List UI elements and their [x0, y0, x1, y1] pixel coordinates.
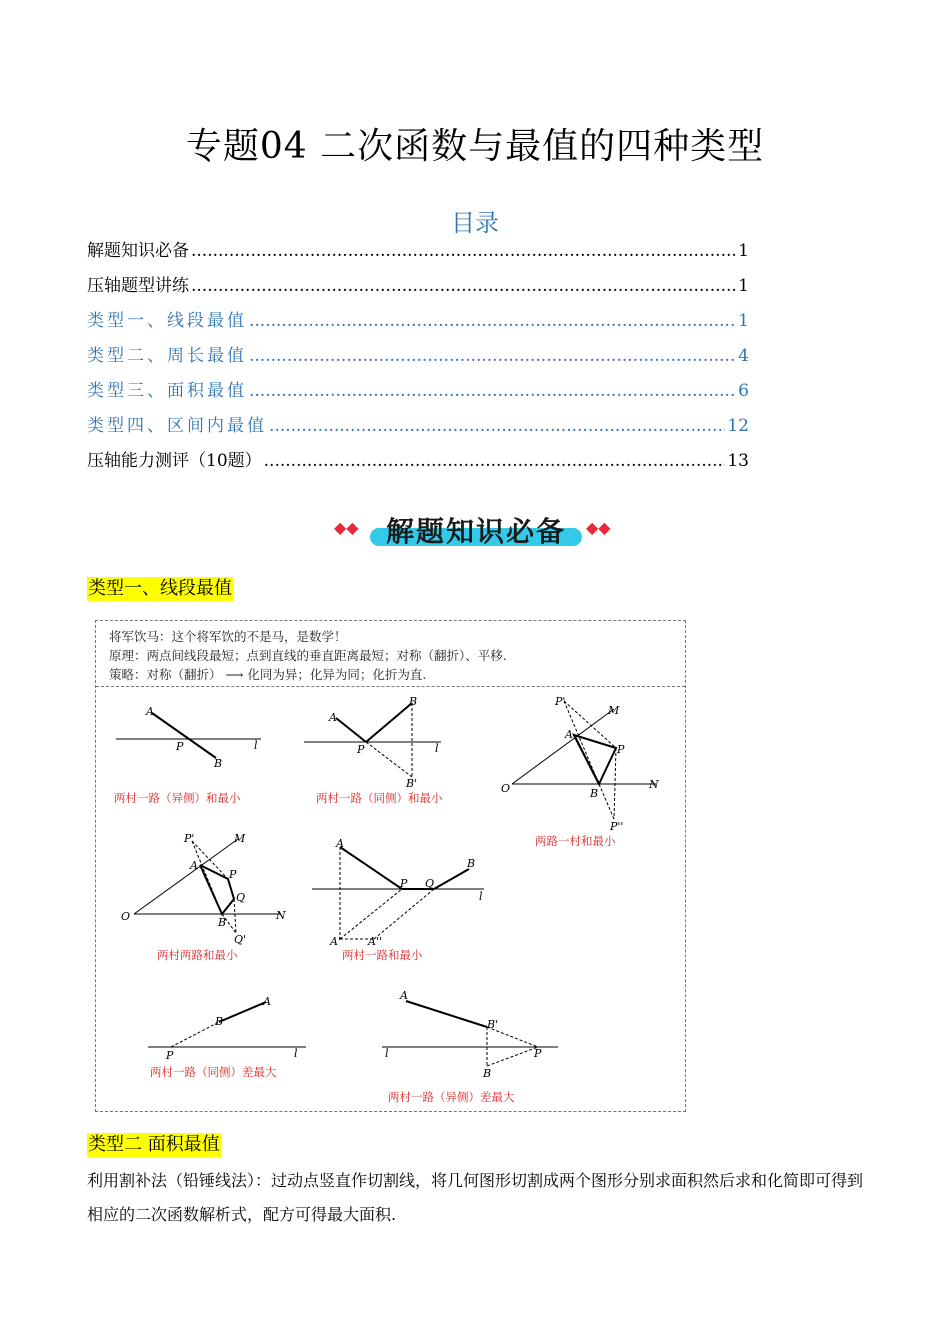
toc-item-page: 12 — [727, 416, 749, 436]
label-b: B — [590, 787, 599, 800]
label-o: O — [121, 910, 131, 923]
toc-item-label: 压轴题型讲练 — [87, 276, 189, 296]
intro-line: 原理：两点间线段最短；点到直线的垂直距离最短；对称（翻折）、平移. — [109, 648, 507, 663]
geometry-diagrams — [96, 621, 685, 1111]
label-a: A — [146, 705, 154, 718]
label-l: l — [385, 1047, 389, 1060]
label-p-double-prime: P'' — [610, 820, 624, 833]
general-knowledge-figure — [95, 620, 686, 1112]
section-heading-1: 类型一、线段最值 — [88, 578, 232, 599]
figure-caption: 两村一路（异侧）差最大 — [388, 1090, 515, 1104]
label-l: l — [435, 742, 439, 755]
label-a: A — [263, 995, 271, 1008]
label-b-prime: B' — [487, 1018, 499, 1031]
label-a: A — [336, 837, 344, 850]
label-m: M — [234, 832, 246, 845]
label-p: P — [357, 743, 365, 756]
toc-item[interactable] — [87, 236, 749, 271]
label-b: B — [409, 695, 418, 708]
label-l: l — [294, 1047, 298, 1060]
label-a: A — [565, 728, 573, 741]
figure-caption: 两村一路（异侧）和最小 — [114, 791, 241, 805]
label-p: P — [617, 743, 625, 756]
label-p: P — [176, 740, 184, 753]
label-b: B — [218, 916, 227, 929]
toc-item-label: 类型三、面积最值 — [87, 381, 247, 401]
toc-item[interactable] — [87, 446, 749, 481]
toc-item-label: 类型四、区间内最值 — [87, 416, 267, 436]
label-a: A — [329, 711, 337, 724]
toc-item-label: 类型一、线段最值 — [87, 311, 247, 331]
label-q: Q — [236, 891, 246, 904]
label-n: N — [649, 778, 659, 791]
toc-item[interactable] — [87, 411, 749, 446]
label-q: Q — [425, 877, 435, 890]
toc-item-page: 4 — [738, 346, 749, 366]
toc-item-label: 类型二、周长最值 — [87, 346, 247, 366]
label-q-prime: Q' — [234, 933, 247, 946]
label-b: B — [467, 857, 476, 870]
label-o: O — [501, 782, 511, 795]
label-p: P — [229, 868, 237, 881]
toc-item-page: 1 — [738, 241, 749, 261]
label-p: P — [534, 1047, 542, 1060]
toc-item-label: 压轴能力测评（10题） — [87, 451, 262, 471]
intro-line: 策略：对称（翻折） ⟶ 化同为异；化异为同；化折为直. — [109, 667, 427, 682]
page-title: 专题04 二次函数与最值的四种类型 — [185, 126, 765, 167]
label-l: l — [479, 890, 483, 903]
section-banner — [0, 506, 950, 552]
label-a-prime: A' — [330, 935, 341, 948]
label-p: P — [166, 1049, 174, 1062]
toc-heading: 目录 — [451, 209, 499, 237]
label-p-prime: P' — [555, 695, 566, 708]
figure-caption: 两村两路和最小 — [157, 948, 238, 962]
label-a: A — [400, 989, 408, 1002]
table-of-contents — [87, 236, 749, 481]
banner-title: 解题知识必备 — [385, 515, 566, 548]
figure-caption: 两村一路和最小 — [342, 948, 423, 962]
label-l: l — [254, 739, 258, 752]
toc-item-label: 解题知识必备 — [87, 241, 189, 261]
label-b: B — [214, 757, 223, 770]
intro-line: 将军饮马：这个将军饮的不是马，是数学！ — [109, 629, 347, 644]
figure-caption: 两村一路（同侧）差最大 — [150, 1065, 277, 1079]
diamond-icon: ◆◆ — [586, 518, 611, 537]
toc-item-page: 1 — [738, 276, 749, 296]
toc-item-page: 1 — [738, 311, 749, 331]
figure-caption: 两路一村和最小 — [535, 834, 616, 848]
toc-item[interactable] — [87, 341, 749, 376]
label-b: B — [483, 1067, 492, 1080]
toc-item[interactable] — [87, 271, 749, 306]
label-a-double-prime: A'' — [368, 935, 382, 948]
toc-item[interactable] — [87, 306, 749, 341]
section2-paragraph: 利用割补法（铅锤线法）：过动点竖直作切割线，将几何图形切割成两个图形分别求面积然后求和化简即可得到相应的二次函数解析式，配方可得最大面积. — [87, 1171, 864, 1224]
label-p-prime: P' — [184, 832, 195, 845]
figure-caption: 两村一路（同侧）和最小 — [316, 791, 443, 805]
label-b: B — [215, 1015, 224, 1028]
diamond-icon: ◆◆ — [334, 518, 359, 537]
label-n: N — [276, 909, 286, 922]
toc-item[interactable] — [87, 376, 749, 411]
label-p: P — [400, 877, 408, 890]
label-m: M — [608, 704, 620, 717]
section-heading-2: 类型二 面积最值 — [88, 1134, 220, 1155]
label-a: A — [190, 859, 198, 872]
label-b-prime: B' — [406, 777, 418, 790]
toc-item-page: 13 — [727, 451, 749, 471]
toc-item-page: 6 — [738, 381, 749, 401]
